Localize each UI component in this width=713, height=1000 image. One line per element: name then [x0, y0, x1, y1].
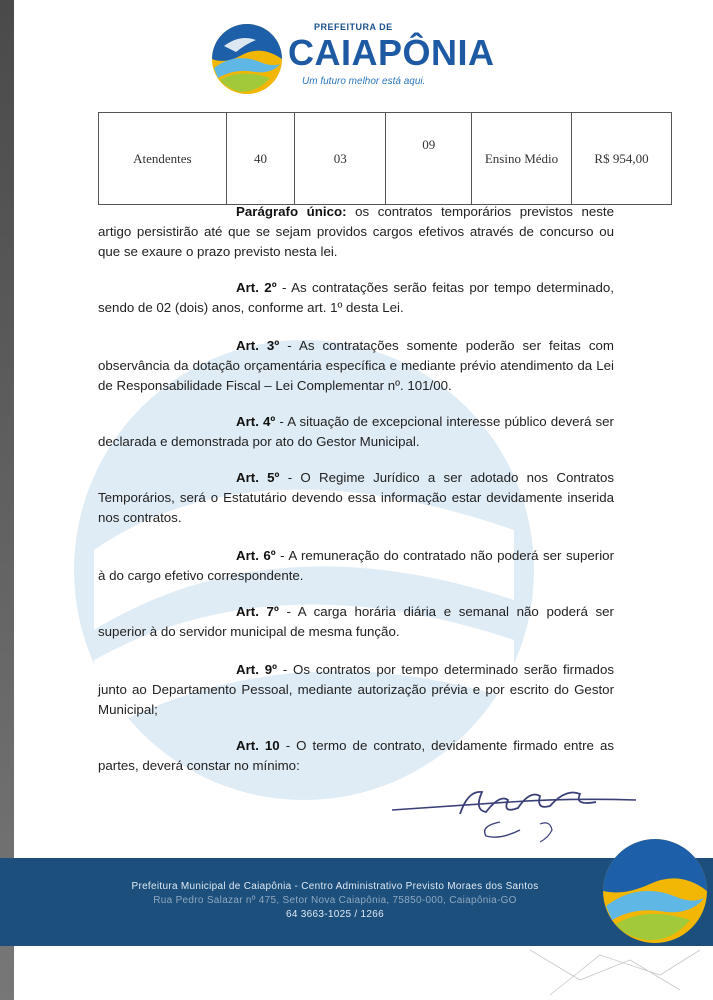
article-2 — [98, 278, 614, 318]
article-label: Art. 5º — [236, 470, 280, 485]
footer-line: Rua Pedro Salazar nº 475, Setor Nova Caiapônia, 75850-000, Caiapônia-GO — [153, 895, 517, 906]
footer-logo-icon — [600, 836, 710, 946]
paragraph-unique — [98, 202, 614, 262]
article-text: - As contratações somente poderão ser feitas com observância da dotação orçamentária específica e mediante prévio atendimento da Lei de Responsabilidade Fiscal – Lei Complementar nº. 101/00. — [98, 338, 614, 393]
article-6 — [98, 546, 614, 586]
header-logo — [210, 20, 510, 100]
table-cell: Ensino Médio — [471, 113, 571, 205]
article-10 — [98, 736, 614, 776]
article-label: Art. 9º — [236, 662, 277, 677]
footer-line: 64 3663-1025 / 1266 — [285, 909, 384, 920]
article-9 — [98, 660, 614, 720]
article-label: Art. 4º — [236, 414, 276, 429]
table-cell: 40 — [226, 113, 294, 205]
table-cell: 03 — [295, 113, 386, 205]
article-label: Art. 7º — [236, 604, 279, 619]
article-4 — [98, 412, 614, 452]
paragraph-label: Parágrafo único: — [236, 204, 347, 219]
decorative-network-icon — [520, 940, 710, 1000]
paragraph-text: os contratos temporários previstos neste artigo persistirão até que se sejam providos cargos efetivos através de concurso ou que se exaure o prazo previsto nesta lei. — [98, 204, 615, 259]
brand-slogan: Um futuro melhor está aqui. — [302, 76, 426, 87]
brand-name: CAIAPÔNIA — [288, 32, 495, 73]
table-cell: R$ 954,00 — [571, 113, 671, 205]
footer-address — [90, 880, 580, 922]
article-text: - A remuneração do contratado não poderá ser superior à do cargo efetivo correspondente. — [98, 548, 614, 583]
article-text: - A situação de excepcional interesse público deverá ser declarada e demonstrada por ato do Gestor Municipal. — [98, 414, 614, 449]
article-text: - O termo de contrato, devidamente firmado entre as partes, deverá constar no mínimo: — [98, 738, 614, 773]
article-label: Art. 3º — [236, 338, 280, 353]
table-cell: Atendentes — [99, 113, 227, 205]
article-text: - Os contratos por tempo determinado serão firmados junto ao Departamento Pessoal, mediante autorização prévia e por escrito do Gestor Municipal; — [98, 662, 614, 717]
positions-table — [98, 112, 672, 205]
article-text: - As contratações serão feitas por tempo determinado, sendo de 02 (dois) anos, conforme art. 1º desta Lei. — [98, 280, 614, 315]
caiaponia-logo-icon — [210, 22, 284, 96]
article-5 — [98, 468, 614, 528]
footer-line: Prefeitura Municipal de Caiapônia - Centro Administrativo Previsto Moraes dos Santos — [131, 881, 539, 892]
table-row — [99, 113, 672, 205]
page-edge-shadow — [0, 0, 14, 1000]
article-label: Art. 2º — [236, 280, 277, 295]
brand-prefix: PREFEITURA DE — [314, 22, 393, 32]
article-label: Art. 6º — [236, 548, 276, 563]
table-cell: 09 — [386, 113, 472, 205]
article-text: - O Regime Jurídico a ser adotado nos Contratos Temporários, será o Estatutário devendo essa informação estar devidamente inserida nos contratos. — [98, 470, 614, 525]
article-label: Art. 10 — [236, 738, 280, 753]
article-7 — [98, 602, 614, 642]
article-text: - A carga horária diária e semanal não poderá ser superior à do servidor municipal de mesma função. — [98, 604, 614, 639]
article-3 — [98, 336, 614, 396]
